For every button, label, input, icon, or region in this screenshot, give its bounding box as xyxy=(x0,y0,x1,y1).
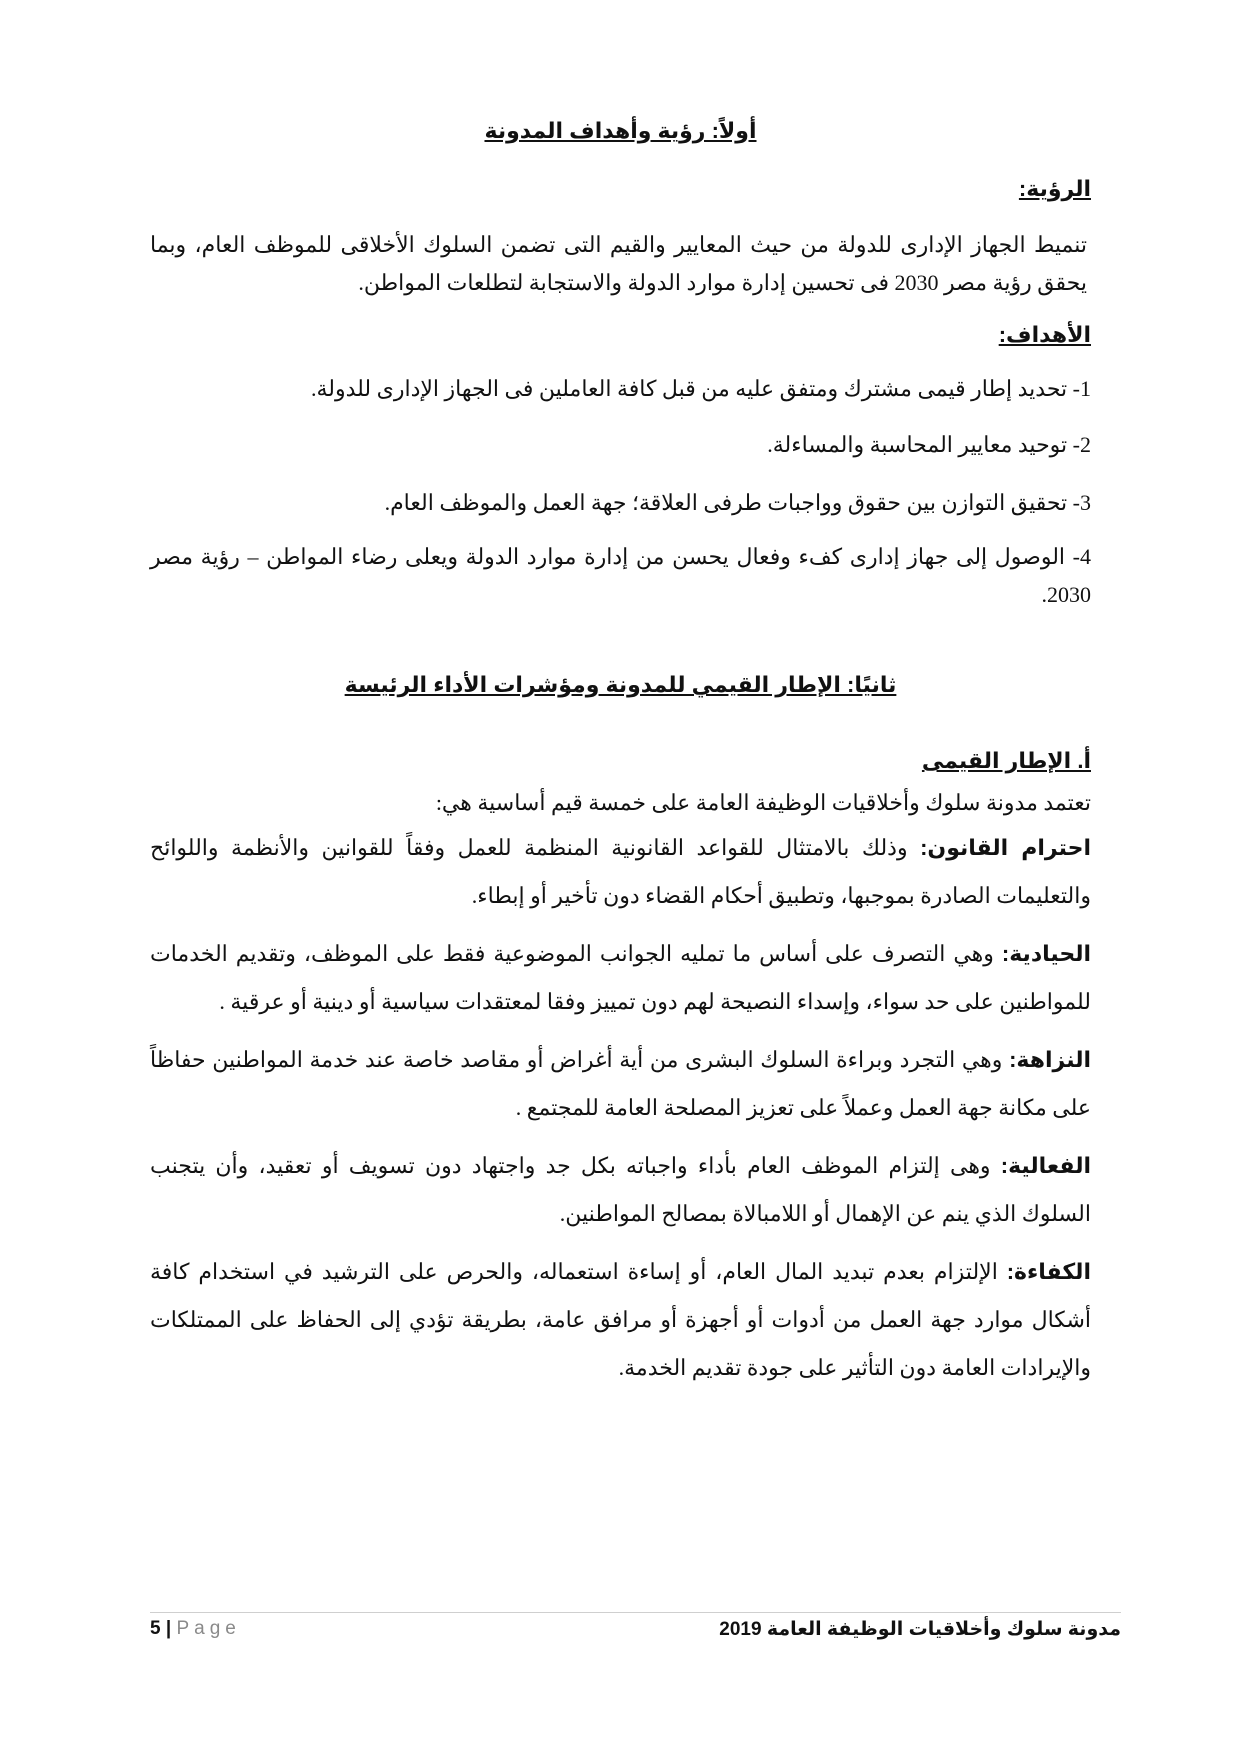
value-term: الكفاءة: xyxy=(1006,1259,1091,1284)
goal-item-3: 3- تحقيق التوازن بين حقوق وواجبات طرفى العلاقة؛ جهة العمل والموظف العام. xyxy=(384,490,1091,515)
value-term: الفعالية: xyxy=(1000,1153,1091,1178)
value-description: وذلك بالامتثال للقواعد القانونية المنظمة للعمل وفقاً للقوانين والأنظمة واللوائح والتعليمات الصادرة بموجبها، وتطبيق أحكام القضاء دون تأخير أو إبطاء. xyxy=(150,835,1091,908)
value-term: احترام القانون: xyxy=(920,835,1091,860)
section-title-vision-goals: أولاً: رؤية وأهداف المدونة xyxy=(484,118,757,143)
value-term: الحيادية: xyxy=(1001,941,1092,966)
value-efficiency xyxy=(150,1248,1091,1392)
value-effectiveness xyxy=(150,1142,1091,1238)
value-description: وهى إلتزام الموظف العام بأداء واجباته بكل جد واجتهاد دون تسويف أو تعقيد، وأن يتجنب السلوك الذي ينم عن الإهمال أو اللامبالاة بمصالح المواطنين. xyxy=(150,1153,1091,1226)
page-word: Page xyxy=(176,1618,241,1639)
value-term: النزاهة: xyxy=(1009,1047,1091,1072)
footer-divider xyxy=(150,1612,1121,1613)
goal-item-4: 4- الوصول إلى جهاز إدارى كفء وفعال يحسن من إدارة موارد الدولة ويعلى رضاء المواطن – رؤية مصر 2030. xyxy=(150,544,1091,607)
value-respect-law xyxy=(150,824,1091,920)
goals-heading: الأهداف: xyxy=(998,322,1091,347)
page-number: 5 xyxy=(150,1618,161,1639)
section-title-values-framework: ثانيًا: الإطار القيمي للمدونة ومؤشرات الأداء الرئيسة xyxy=(344,672,897,697)
page-footer xyxy=(150,1618,1121,1648)
goal-item-2: 2- توحيد معايير المحاسبة والمساءلة. xyxy=(767,432,1091,457)
value-integrity xyxy=(150,1036,1091,1132)
values-framework-subheading: أ. الإطار القيمى xyxy=(921,748,1091,773)
vision-paragraph: تنميط الجهاز الإدارى للدولة من حيث المعايير والقيم التى تضمن السلوك الأخلاقى للموظف العام، وبما يحقق رؤية مصر 2030 فى تحسين إدارة موارد الدولة والاستجابة لتطلعات المواطن. xyxy=(150,232,1087,295)
footer-document-title: مدونة سلوك وأخلاقيات الوظيفة العامة 2019 xyxy=(719,1619,1121,1640)
vision-heading: الرؤية: xyxy=(1018,176,1091,201)
value-description: الإلتزام بعدم تبديد المال العام، أو إساءة استعماله، والحرص على الترشيد في استخدام كافة أشكال موارد جهة العمل من أدوات أو أجهزة أو مرافق عامة، بطريقة تؤدي إلى الحفاظ على الممتلكات والإيرادات العامة دون التأثير على جودة تقديم الخدمة. xyxy=(150,1259,1091,1380)
goal-item-1: 1- تحديد إطار قيمى مشترك ومتفق عليه من قبل كافة العاملين فى الجهاز الإدارى للدولة. xyxy=(310,376,1091,401)
value-description: وهي التجرد وبراءة السلوك البشرى من أية أغراض أو مقاصد خاصة عند خدمة المواطنين حفاظاً على مكانة جهة العمل وعملاً على تعزيز المصلحة العامة للمجتمع . xyxy=(150,1047,1091,1120)
footer-separator: | xyxy=(165,1618,172,1639)
values-intro: تعتمد مدونة سلوك وأخلاقيات الوظيفة العامة على خمسة قيم أساسية هي: xyxy=(435,790,1091,815)
value-neutrality xyxy=(150,930,1091,1026)
footer-page-indicator xyxy=(150,1618,241,1640)
value-description: وهي التصرف على أساس ما تمليه الجوانب الموضوعية فقط على الموظف، وتقديم الخدمات للمواطنين على حد سواء، وإسداء النصيحة لهم دون تمييز وفقا لمعتقدات سياسية أو دينية أو عرقية . xyxy=(150,941,1091,1014)
